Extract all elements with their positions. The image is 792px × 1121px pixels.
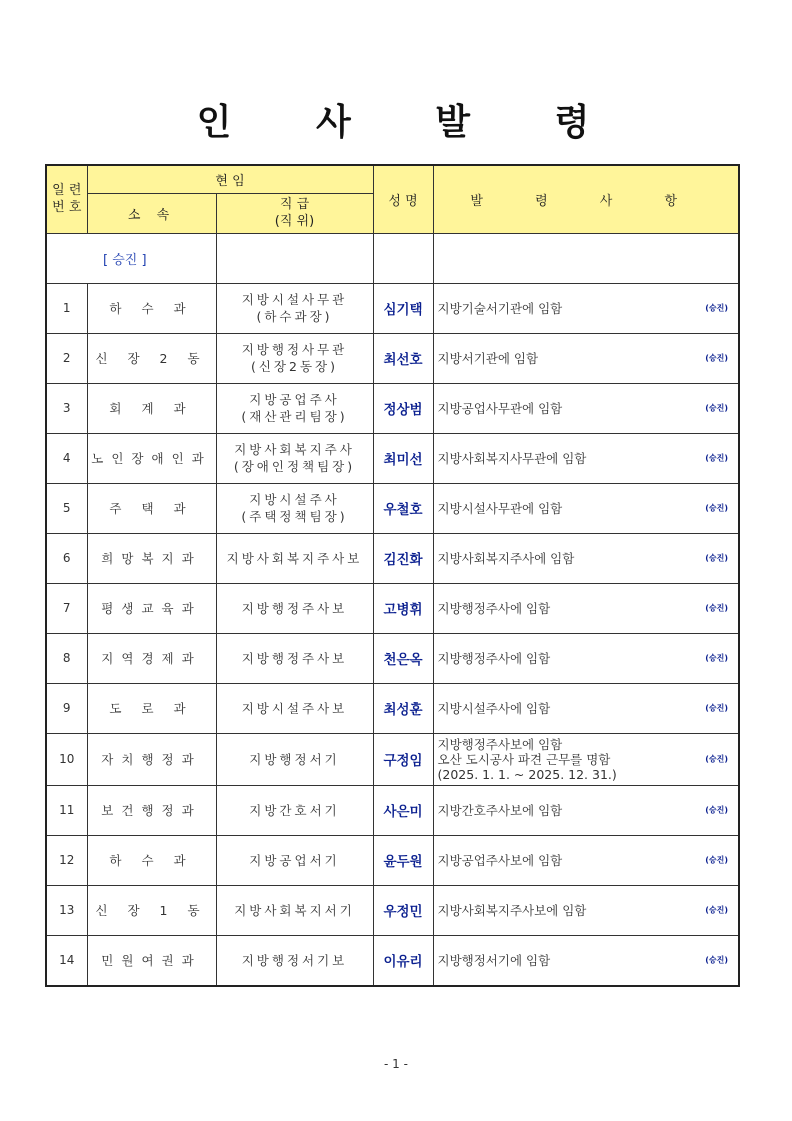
rank bbox=[216, 835, 373, 885]
department: 자치행정과 bbox=[87, 733, 216, 785]
department: 회 계 과 bbox=[87, 383, 216, 433]
promotion-badge: (승진) bbox=[705, 805, 728, 815]
serial-number: 1 bbox=[46, 283, 87, 333]
order-line: 지방공업주사보에 임함 bbox=[437, 852, 563, 868]
order-line: 지방시설주사에 임함 bbox=[437, 700, 551, 716]
person-name: 이유리 bbox=[373, 935, 433, 986]
rank bbox=[216, 483, 373, 533]
rank-line: 지방공업서기 bbox=[249, 852, 340, 868]
department: 신 장 1 동 bbox=[87, 885, 216, 935]
promotion-badge: (승진) bbox=[705, 603, 728, 613]
table-row bbox=[46, 283, 739, 333]
person-name: 사은미 bbox=[373, 785, 433, 835]
order-line: 지방서기관에 임함 bbox=[437, 350, 539, 366]
appointment-order bbox=[433, 885, 739, 935]
appointment-order bbox=[433, 583, 739, 633]
rank bbox=[216, 633, 373, 683]
rank bbox=[216, 433, 373, 483]
department: 희망복지과 bbox=[87, 533, 216, 583]
person-name: 천은옥 bbox=[373, 633, 433, 683]
rank bbox=[216, 283, 373, 333]
serial-number: 7 bbox=[46, 583, 87, 633]
promotion-badge: (승진) bbox=[705, 553, 728, 563]
header-order: 발 령 사 항 bbox=[433, 165, 739, 233]
person-name: 정상범 bbox=[373, 383, 433, 433]
rank bbox=[216, 333, 373, 383]
person-name: 심기택 bbox=[373, 283, 433, 333]
table-row bbox=[46, 885, 739, 935]
serial-number: 14 bbox=[46, 935, 87, 986]
header-dept: 소 속 bbox=[87, 193, 216, 233]
department: 하 수 과 bbox=[87, 283, 216, 333]
appointment-order bbox=[433, 533, 739, 583]
serial-number: 13 bbox=[46, 885, 87, 935]
appointment-order bbox=[433, 333, 739, 383]
rank-line: 지방공업주사 bbox=[249, 392, 340, 407]
person-name: 김진화 bbox=[373, 533, 433, 583]
department: 주 택 과 bbox=[87, 483, 216, 533]
person-name: 우철호 bbox=[373, 483, 433, 533]
table-row bbox=[46, 383, 739, 433]
appointment-order bbox=[433, 785, 739, 835]
rank bbox=[216, 885, 373, 935]
rank bbox=[216, 583, 373, 633]
serial-number: 2 bbox=[46, 333, 87, 383]
department: 신 장 2 동 bbox=[87, 333, 216, 383]
promotion-badge: (승진) bbox=[705, 353, 728, 363]
table-row bbox=[46, 683, 739, 733]
promotion-badge: (승진) bbox=[705, 503, 728, 513]
header-current: 현 임 bbox=[87, 165, 373, 193]
order-line: (2025. 1. 1. ~ 2025. 12. 31.) bbox=[437, 766, 617, 782]
promotion-badge: (승진) bbox=[705, 955, 728, 965]
promotion-badge: (승진) bbox=[705, 303, 728, 313]
rank-line: 지방행정서기보 bbox=[241, 952, 348, 968]
appointment-order bbox=[433, 383, 739, 433]
person-name: 고병휘 bbox=[373, 583, 433, 633]
department: 평생교육과 bbox=[87, 583, 216, 633]
person-name: 우정민 bbox=[373, 885, 433, 935]
serial-number: 6 bbox=[46, 533, 87, 583]
table-row bbox=[46, 533, 739, 583]
rank bbox=[216, 935, 373, 986]
header-name: 성 명 bbox=[373, 165, 433, 233]
rank-line: 지방사회복지주사보 bbox=[226, 550, 363, 566]
serial-number: 10 bbox=[46, 733, 87, 785]
appointment-order bbox=[433, 483, 739, 533]
promotion-badge: (승진) bbox=[705, 403, 728, 413]
rank-line: 지방시설주사보 bbox=[241, 700, 348, 716]
header-rank bbox=[216, 193, 373, 233]
promotion-badge: (승진) bbox=[705, 855, 728, 865]
table-row bbox=[46, 433, 739, 483]
appointment-order bbox=[433, 835, 739, 885]
rank-line: (재산관리팀장) bbox=[241, 409, 348, 424]
rank-line: 지방시설사무관 bbox=[241, 292, 348, 307]
rank-line: 지방행정사무관 bbox=[241, 342, 348, 357]
order-line: 지방행정서기에 임함 bbox=[437, 952, 551, 968]
promotion-badge: (승진) bbox=[705, 754, 728, 764]
table-row bbox=[46, 333, 739, 383]
appointment-order bbox=[433, 733, 739, 785]
person-name: 최성훈 bbox=[373, 683, 433, 733]
section-row bbox=[46, 233, 739, 283]
promotion-badge: (승진) bbox=[705, 453, 728, 463]
order-line: 오산 도시공사 파견 근무를 명함 bbox=[437, 751, 611, 767]
table-row bbox=[46, 835, 739, 885]
department: 도 로 과 bbox=[87, 683, 216, 733]
rank-line: (하수과장) bbox=[256, 309, 333, 324]
rank bbox=[216, 683, 373, 733]
order-line: 지방사회복지사무관에 임함 bbox=[437, 450, 587, 466]
page-number: - 1 - bbox=[384, 1057, 408, 1071]
order-line: 지방사회복지주사에 임함 bbox=[437, 550, 575, 566]
appointment-order bbox=[433, 433, 739, 483]
serial-number: 11 bbox=[46, 785, 87, 835]
department: 노인장애인과 bbox=[87, 433, 216, 483]
rank-line: 지방시설주사 bbox=[249, 492, 340, 507]
rank-line: (장애인정책팀장) bbox=[233, 459, 356, 474]
table-row bbox=[46, 483, 739, 533]
department: 하 수 과 bbox=[87, 835, 216, 885]
rank-line: (신장2동장) bbox=[250, 359, 338, 374]
order-line: 지방행정주사에 임함 bbox=[437, 650, 551, 666]
header-rank-line2: (직 위) bbox=[274, 214, 315, 229]
promotion-badge: (승진) bbox=[705, 905, 728, 915]
rank bbox=[216, 785, 373, 835]
person-name: 구정임 bbox=[373, 733, 433, 785]
rank bbox=[216, 533, 373, 583]
appointment-order bbox=[433, 935, 739, 986]
table-row bbox=[46, 583, 739, 633]
table-row bbox=[46, 733, 739, 785]
serial-number: 4 bbox=[46, 433, 87, 483]
serial-number: 12 bbox=[46, 835, 87, 885]
rank-line: 지방사회복지서기 bbox=[234, 902, 355, 918]
order-line: 지방간호주사보에 임함 bbox=[437, 802, 563, 818]
appointment-order bbox=[433, 283, 739, 333]
document-title: 인 사 발 령 bbox=[196, 101, 626, 143]
department: 보건행정과 bbox=[87, 785, 216, 835]
appointment-order bbox=[433, 633, 739, 683]
rank-line: 지방간호서기 bbox=[249, 802, 340, 818]
header-serial: 일 련 번 호 bbox=[46, 165, 87, 233]
person-name: 윤두원 bbox=[373, 835, 433, 885]
header-rank-line1: 직 급 bbox=[279, 197, 310, 212]
rank-line: 지방행정주사보 bbox=[241, 650, 348, 666]
appointment-order bbox=[433, 683, 739, 733]
appointment-table bbox=[45, 164, 740, 987]
table-row bbox=[46, 785, 739, 835]
serial-number: 9 bbox=[46, 683, 87, 733]
department: 지역경제과 bbox=[87, 633, 216, 683]
order-line: 지방사회복지주사보에 임함 bbox=[437, 902, 587, 918]
serial-number: 5 bbox=[46, 483, 87, 533]
department: 민원여권과 bbox=[87, 935, 216, 986]
section-label: [ 승진 ] bbox=[46, 233, 216, 283]
serial-number: 8 bbox=[46, 633, 87, 683]
rank-line: 지방사회복지주사 bbox=[234, 442, 355, 457]
rank bbox=[216, 383, 373, 433]
promotion-badge: (승진) bbox=[705, 653, 728, 663]
rank-line: 지방행정서기 bbox=[249, 751, 340, 767]
rank-line: 지방행정주사보 bbox=[241, 600, 348, 616]
order-line: 지방기술서기관에 임함 bbox=[437, 300, 563, 316]
rank bbox=[216, 733, 373, 785]
serial-number: 3 bbox=[46, 383, 87, 433]
table-row bbox=[46, 935, 739, 986]
table-row bbox=[46, 633, 739, 683]
order-line: 지방공업사무관에 임함 bbox=[437, 400, 563, 416]
person-name: 최선호 bbox=[373, 333, 433, 383]
order-line: 지방시설사무관에 임함 bbox=[437, 500, 563, 516]
person-name: 최미선 bbox=[373, 433, 433, 483]
order-line: 지방행정주사보에 임함 bbox=[437, 736, 563, 752]
promotion-badge: (승진) bbox=[705, 703, 728, 713]
order-line: 지방행정주사에 임함 bbox=[437, 600, 551, 616]
rank-line: (주택정책팀장) bbox=[241, 509, 348, 524]
